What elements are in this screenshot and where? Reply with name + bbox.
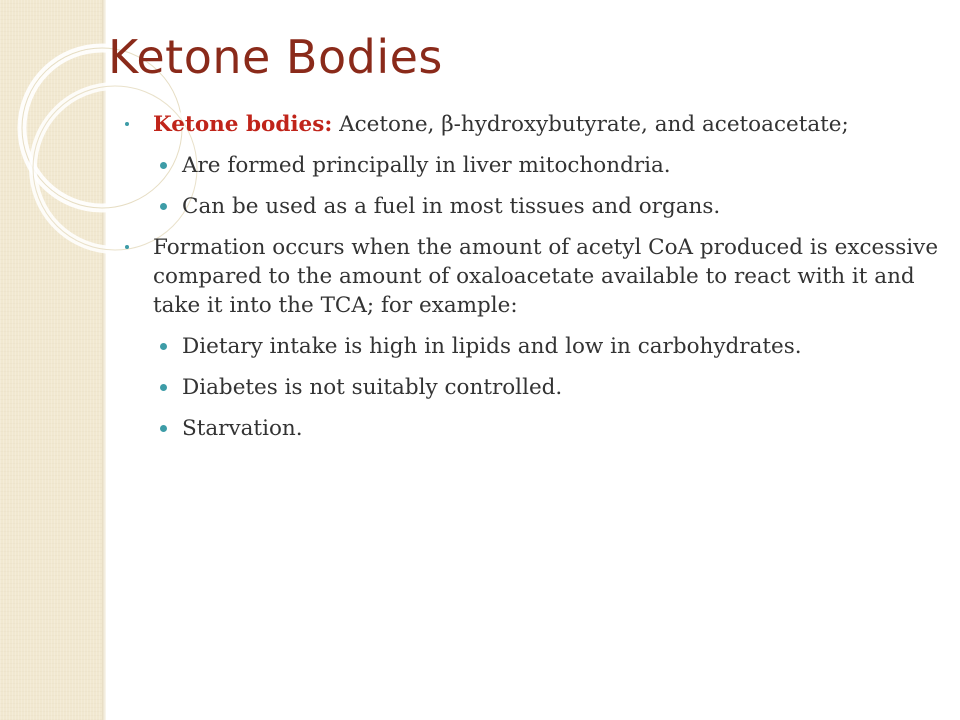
sub-bullet-item [120,414,940,443]
bullet-text: Formation occurs when the amount of acetyl CoA produced is excessive compared to the amount of oxaloacetate available to react with it and take it into the TCA; for example: [153,235,939,318]
bullet-text: Can be used as a fuel in most tissues and organs. [182,194,721,219]
sub-bullet-item [120,373,940,402]
sub-bullet-item [120,332,940,361]
bullet-text: Acetone, β-hydroxybutyrate, and acetoacetate; [339,112,849,137]
highlight-term: Ketone bodies: [153,112,333,137]
bullet-item [120,110,940,139]
bullet-icon [125,122,129,126]
bullet-text: Dietary intake is high in lipids and low in carbohydrates. [182,334,802,359]
bullet-list [120,110,940,455]
bullet-item [120,233,940,320]
bullet-text: Are formed principally in liver mitochondria. [182,153,671,178]
sub-bullet-item [120,192,940,221]
bullet-icon [160,162,167,169]
bullet-icon [125,245,129,249]
slide-title: Ketone Bodies [108,30,443,84]
bullet-icon [160,343,167,350]
bullet-icon [160,425,167,432]
bullet-icon [160,203,167,210]
bullet-text: Starvation. [182,416,303,441]
sub-bullet-item [120,151,940,180]
bullet-text: Diabetes is not suitably controlled. [182,375,563,400]
bullet-icon [160,384,167,391]
